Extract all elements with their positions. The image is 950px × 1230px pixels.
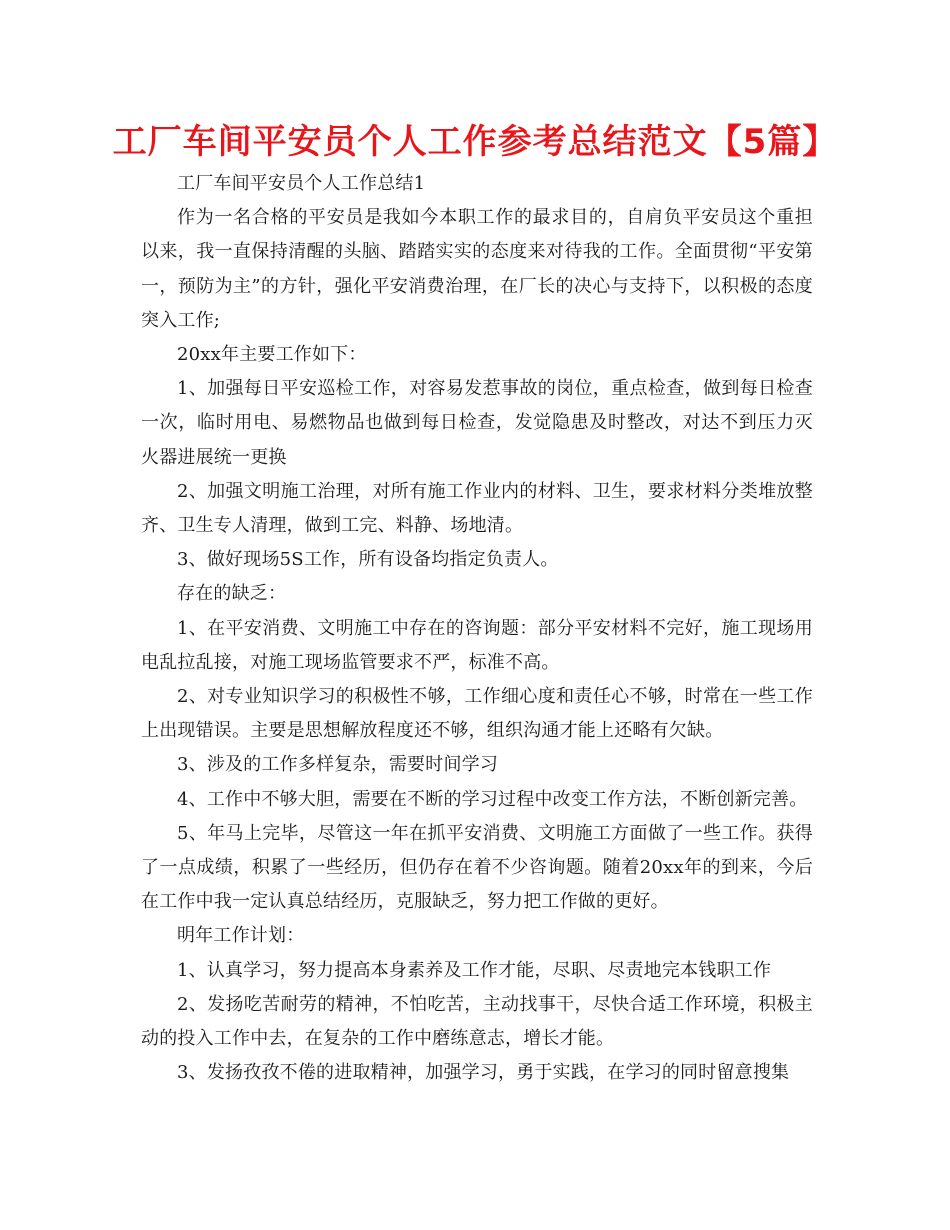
paragraph: 1、在平安消费、文明施工中存在的咨询题：部分平安材料不完好，施工现场用电乱拉乱接，对施工现场监管要求不严，标准不高。	[141, 617, 813, 673]
paragraph: 1、认真学习，努力提高本身素养及工作才能，尽职、尽责地完本钱职工作	[177, 959, 772, 981]
paragraph: 明年工作计划：	[177, 925, 305, 947]
document-title: 工厂车间平安员个人工作参考总结范文【5篇】	[112, 122, 838, 162]
paragraph: 3、发扬孜孜不倦的进取精神，加强学习，勇于实践，在学习的同时留意搜集	[177, 1062, 790, 1084]
paragraph: 1、加强每日平安巡检工作，对容易发惹事故的岗位，重点检查，做到每日检查一次，临时用电、易燃物品也做到每日检查，发觉隐患及时整改，对达不到压力灭火器进展统一更换	[141, 378, 813, 468]
paragraph: 作为一名合格的平安员是我如今本职工作的最求目的，自肩负平安员这个重担以来，我一直保持清醒的头脑、踏踏实实的态度来对待我的工作。全面贯彻“平安第一，预防为主”的方针，强化平安消费治理，在厂长的决心与支持下，以积极的态度突入工作;	[141, 207, 813, 331]
paragraph: 3、做好现场5S工作，所有设备均指定负责人。	[177, 549, 559, 571]
paragraph: 2、加强文明施工治理，对所有施工作业内的材料、卫生，要求材料分类堆放整齐、卫生专人清理，做到工完、料静、场地清。	[141, 480, 813, 537]
paragraph: 3、涉及的工作多样复杂，需要时间学习	[177, 754, 499, 776]
paragraph: 4、工作中不够大胆，需要在不断的学习过程中改变工作方法，不断创新完善。	[177, 788, 808, 810]
paragraph: 5、年马上完毕，尽管这一年在抓平安消费、文明施工方面做了一些工作。获得了一点成绩，积累了一些经历，但仍存在着不少咨询题。随着20xx年的到来，今后在工作中我一定认真总结经历，克服缺乏，努力把工作做的更好。	[141, 822, 813, 913]
document-body	[141, 167, 813, 1090]
paragraph: 2、对专业知识学习的积极性不够，工作细心度和责任心不够，时常在一些工作上出现错误。主要是思想解放程度还不够，组织沟通才能上还略有欠缺。	[141, 686, 813, 742]
section-heading: 工厂车间平安员个人工作总结1	[177, 173, 426, 194]
paragraph: 2、发扬吃苦耐劳的精神，不怕吃苦，主动找事干，尽快合适工作环境，积极主动的投入工作中去，在复杂的工作中磨练意志，增长才能。	[141, 993, 813, 1050]
paragraph: 存在的缺乏：	[177, 583, 287, 605]
paragraph: 20xx年主要工作如下：	[177, 344, 367, 366]
